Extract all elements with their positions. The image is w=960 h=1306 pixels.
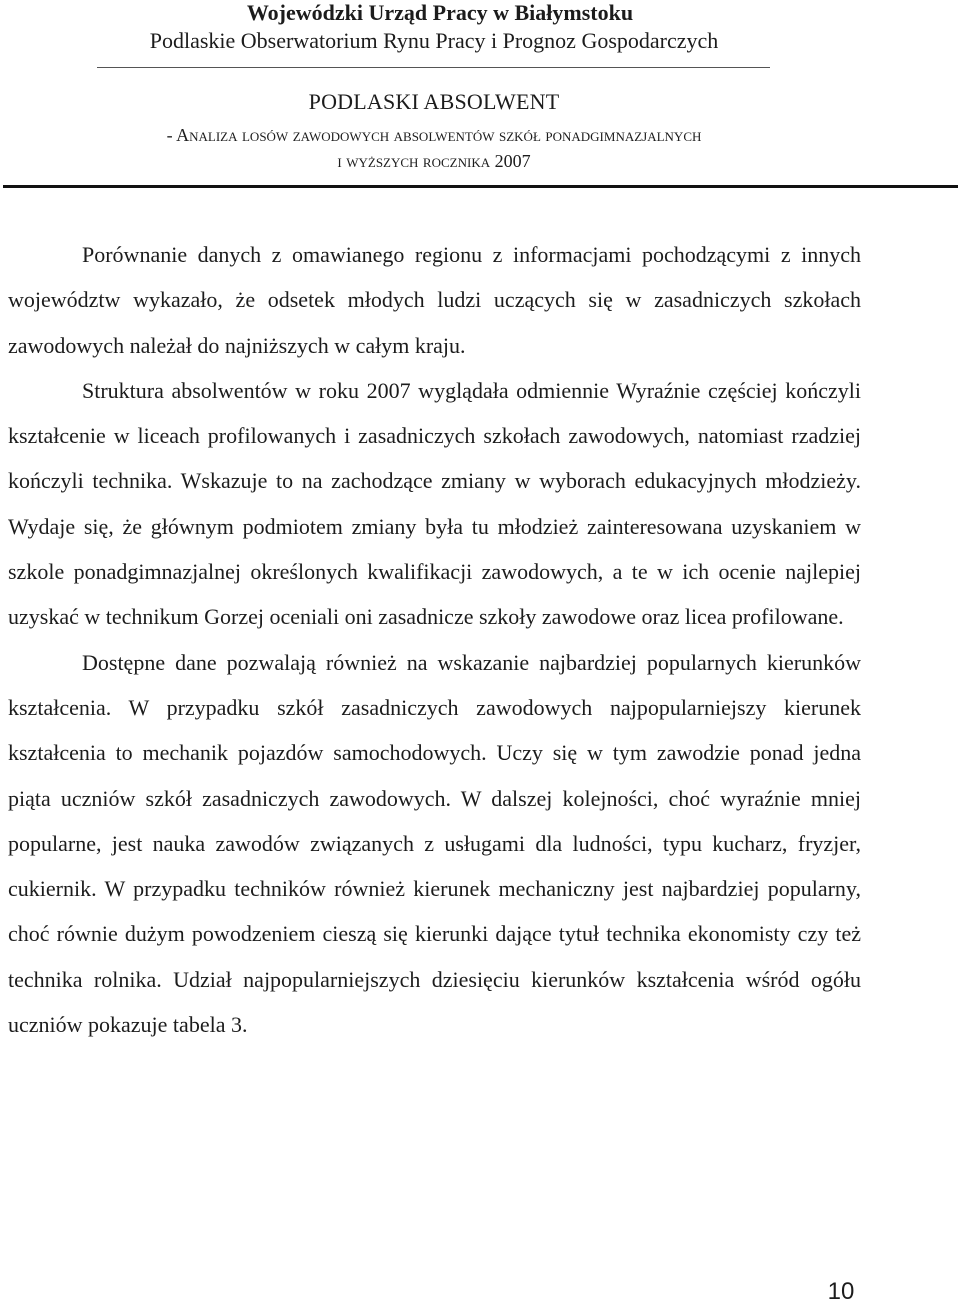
document-subtitle-line2: i wyższych rocznika 2007 (337, 151, 531, 171)
document-subtitle-line1: - Analiza losów zawodowych absolwentów szkół ponadgimnazjalnych (166, 125, 702, 145)
body-text (8, 232, 861, 1047)
page-number: 10 (827, 1278, 855, 1305)
institution-name: Wojewódzki Urząd Pracy w Białymstoku (246, 0, 634, 25)
header-divider (97, 67, 770, 68)
paragraph-3: Dostępne dane pozwalają również na wskazanie najbardziej popularnych kierunków kształcenia. W przypadku szkół zasadniczych zawodowych najpopularniejszy kierunek kształcenia to mechanik pojazdów samochodowych. Uczy się w tym zawodzie ponad jedna piąta uczniów szkół zasadniczych zawodowych. W dalszej kolejności, choć wyraźnie mniej popularne, jest nauka zawodów związanych z usługami dla ludności, typu kucharz, fryzjer, cukiernik. W przypadku techników również kierunek mechaniczny jest najbardziej popularny, choć równie dużym powodzeniem cieszą się kierunki dające tytuł technika ekonomisty czy też technika rolnika. Udział najpopularniejszych dziesięciu kierunków kształcenia wśród ogółu uczniów pokazuje tabela 3. (8, 649, 861, 1038)
document-title: PODLASKI ABSOLWENT (308, 89, 560, 114)
paragraph-1: Porównanie danych z omawianego regionu z informacjami pochodzącymi z innych województw wykazało, że odsetek młodych ludzi uczących się w zasadniczych szkołach zawodowych należał do najniższych w całym kraju. (8, 242, 861, 358)
title-divider (3, 185, 958, 188)
department-name: Podlaskie Obserwatorium Rynu Pracy i Prognoz Gospodarczych (149, 28, 719, 53)
paragraph-2: Struktura absolwentów w roku 2007 wyglądała odmiennie Wyraźnie częściej kończyli kształcenie w liceach profilowanych i zasadniczych szkołach zawodowych, natomiast rzadziej kończyli technika. Wskazuje to na zachodzące zmiany w wyborach edukacyjnych młodzieży. Wydaje się, że głównym podmiotem zmiany była tu młodzież zainteresowana uzyskaniem w szkole ponadgimnazjalnej określonych kwalifikacji zawodowych, a te w ich ocenie najlepiej uzyskać w technikum Gorzej oceniali oni zasadnicze szkoły zawodowe oraz licea profilowane. (8, 377, 861, 630)
